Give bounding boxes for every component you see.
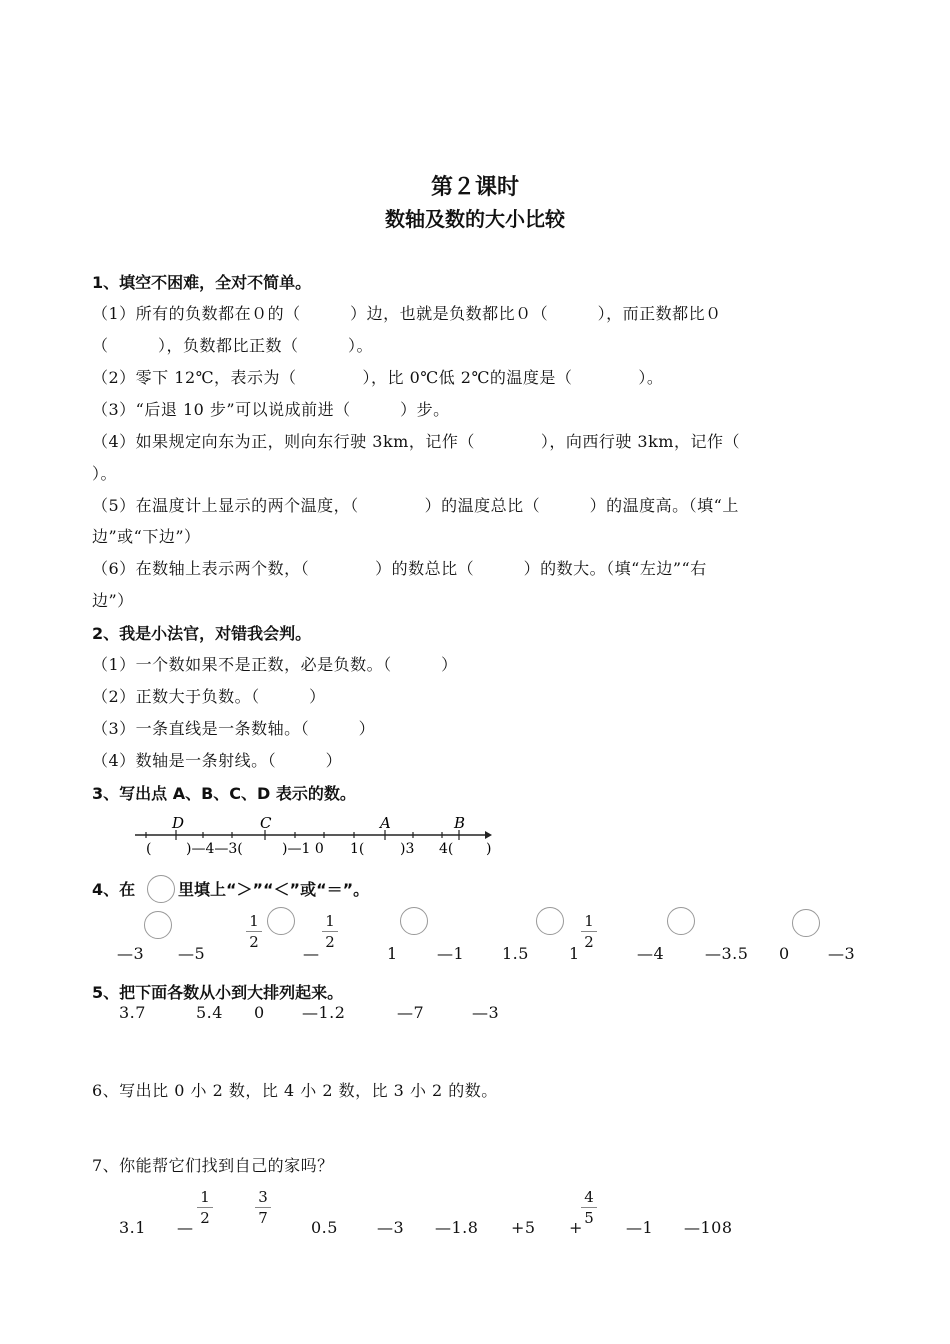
q6-text: 6、写出比 0 小 2 数，比 4 小 2 数，比 3 小 2 的数。 (92, 1081, 498, 1100)
axis-label-5: )3 (400, 841, 415, 857)
q2-line-4: （4）数轴是一条射线。（ ） (92, 751, 343, 770)
point-label-d: D (172, 814, 185, 832)
q1-line-1: （1）所有的负数都在０的（ ）边，也就是负数都比０（ ），而正数都比０ (92, 304, 722, 323)
q2-line-2: （2）正数大于负数。（ ） (92, 687, 326, 706)
q1-line-4: （3）“后退 10 步”可以说成前进（ ）步。 (92, 400, 450, 419)
q1-line-3: （2）零下 12℃，表示为（ ），比 0℃低 2℃的温度是（ ）。 (92, 368, 664, 387)
q7-number-1: 3.1 (119, 1218, 146, 1237)
number-line-arrow (485, 831, 492, 839)
point-label-b: B (454, 814, 466, 832)
q7-number-4: 0.5 (311, 1218, 338, 1237)
q7-number-2-sign: — (177, 1218, 194, 1237)
q4-pair2-blank[interactable] (267, 907, 295, 935)
axis-label-4: 1( (350, 841, 365, 857)
q7-number-2-fraction (197, 1188, 213, 1227)
q4-pair2-right-fraction (322, 912, 338, 951)
fraction-denominator: 5 (584, 1209, 594, 1227)
q4-pair4-left: 1.5 (502, 944, 529, 963)
q1-line-8: 边”或“下边”） (92, 527, 201, 546)
q7-text: 7、你能帮它们找到自己的家吗？ (92, 1156, 334, 1175)
q7-number-9: —1 (626, 1218, 654, 1237)
q4-pair1-left: —3 (117, 944, 145, 963)
q5-number-6: —3 (472, 1003, 500, 1022)
q1-line-6: ）。 (92, 464, 118, 483)
q1-line-2: （ ），负数都比正数（ ）。 (92, 336, 374, 355)
q5-number-4: —1.2 (302, 1003, 346, 1022)
q2-heading: 2、我是小法官，对错我会判。 (92, 624, 312, 643)
fraction-denominator: 2 (200, 1209, 210, 1227)
q4-pair4-right-int: 1 (569, 944, 580, 963)
q4-pair6-right: —3 (828, 944, 856, 963)
q3-heading: 3、写出点 A、B、C、D 表示的数。 (92, 784, 356, 803)
q5-number-2: 5.4 (196, 1003, 223, 1022)
q1-heading: 1、填空不困难，全对不简单。 (92, 273, 312, 292)
q4-pair5-right: —3.5 (705, 944, 749, 963)
axis-label-7: ) (486, 841, 492, 857)
fraction-numerator: 3 (258, 1188, 268, 1206)
q7-number-7: +5 (511, 1218, 536, 1237)
page-subtitle: 数轴及数的大小比较 (385, 207, 565, 231)
q4-heading-post: 里填上“＞”“＜”或“＝”。 (178, 880, 370, 899)
q1-line-10: 边”） (92, 591, 134, 610)
fraction-denominator: 2 (325, 933, 335, 951)
q1-line-9: （6）在数轴上表示两个数，（ ）的数总比（ ）的数大。（填“左边”“右 (92, 559, 707, 578)
q5-number-5: —7 (397, 1003, 425, 1022)
q4-pair4-right-fraction (581, 912, 597, 951)
fraction-numerator: 1 (584, 912, 594, 930)
q7-number-5: —3 (377, 1218, 405, 1237)
q1-line-7: （5）在温度计上显示的两个温度，（ ）的温度总比（ ）的温度高。（填“上 (92, 496, 739, 515)
q4-pair1-blank[interactable] (144, 911, 172, 939)
q4-pair2-right-sign: — (303, 944, 320, 963)
number-line-figure (130, 810, 510, 860)
q7-number-10: —108 (684, 1218, 733, 1237)
fraction-numerator: 1 (249, 912, 259, 930)
q4-pair5-blank[interactable] (667, 907, 695, 935)
q4-heading-pre: 4、在 (92, 880, 136, 899)
q2-line-1: （1）一个数如果不是正数，必是负数。（ ） (92, 655, 458, 674)
q7-number-8-sign: + (569, 1218, 583, 1237)
axis-label-3: )—1 0 (282, 841, 324, 857)
q5-number-3: 0 (254, 1003, 265, 1022)
fraction-numerator: 4 (584, 1188, 594, 1206)
axis-label-2: )—4—3( (186, 841, 243, 857)
q4-heading-circle-icon (147, 875, 175, 903)
q2-line-3: （3）一条直线是一条数轴。（ ） (92, 719, 376, 738)
q7-number-6: —1.8 (435, 1218, 479, 1237)
q4-pair2-left-fraction (246, 912, 262, 951)
fraction-numerator: 1 (200, 1188, 210, 1206)
point-label-a: A (380, 814, 391, 832)
q4-pair3-left: 1 (387, 944, 398, 963)
fraction-denominator: 7 (258, 1209, 268, 1227)
q4-pair6-left: 0 (779, 944, 790, 963)
axis-label-6: 4( (439, 841, 454, 857)
q4-pair1-right: —5 (178, 944, 206, 963)
page-title: 第２课时 (430, 175, 519, 200)
q5-heading: 5、把下面各数从小到大排列起来。 (92, 983, 344, 1002)
axis-label-1: ( (146, 841, 152, 857)
q7-number-3-fraction (255, 1188, 271, 1227)
q4-pair3-blank[interactable] (400, 907, 428, 935)
q4-pair4-blank[interactable] (536, 907, 564, 935)
q4-pair6-blank[interactable] (792, 909, 820, 937)
fraction-denominator: 2 (584, 933, 594, 951)
q1-line-5: （4）如果规定向东为正，则向东行驶 3km，记作（ ），向西行驶 3km，记作（ (92, 432, 740, 451)
fraction-numerator: 1 (325, 912, 335, 930)
fraction-denominator: 2 (249, 933, 259, 951)
q5-number-1: 3.7 (119, 1003, 146, 1022)
q4-pair5-left: —4 (637, 944, 665, 963)
q7-number-8-fraction (581, 1188, 597, 1227)
point-label-c: C (260, 814, 272, 832)
q4-pair3-right: —1 (437, 944, 465, 963)
